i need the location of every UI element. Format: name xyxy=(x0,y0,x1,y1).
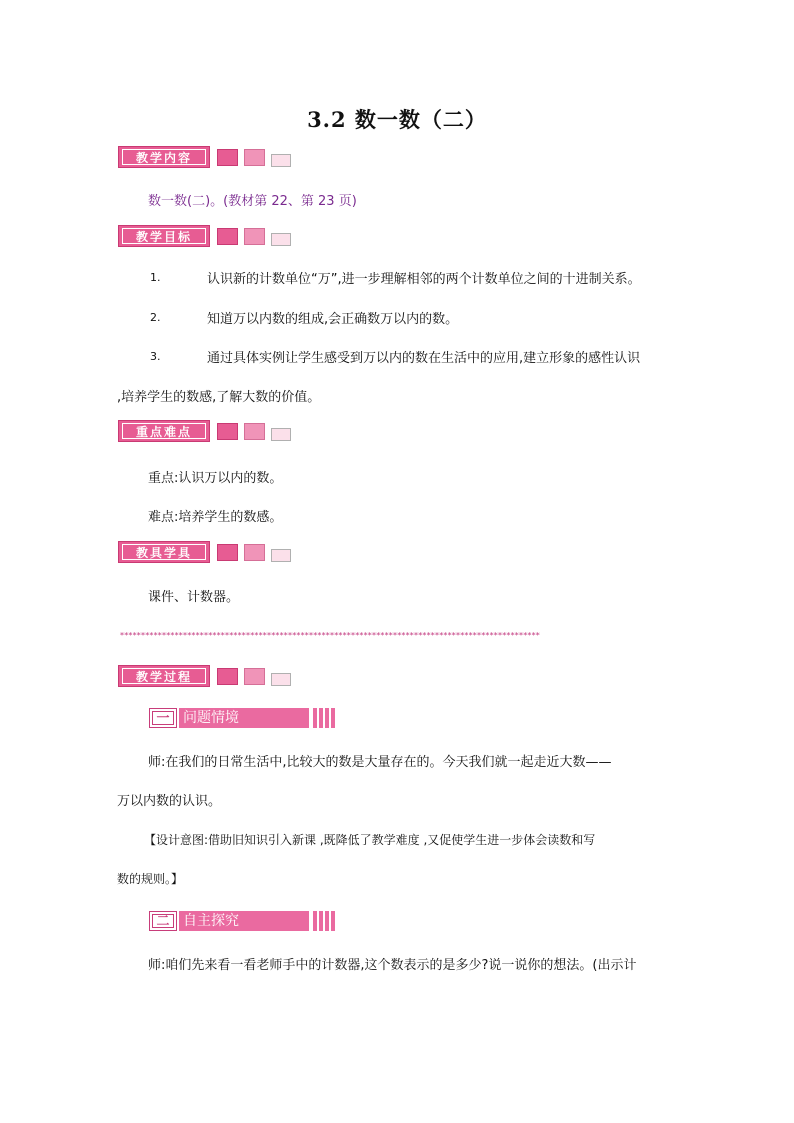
decor-square xyxy=(217,544,238,561)
content-text: 数一数(二)。(教材第 22、第 23 页) xyxy=(148,194,357,209)
design-intent: 【设计意图:借助旧知识引入新课 ,既降低了教学难度 ,又促使学生进一步体会读数和写 xyxy=(144,833,596,847)
section-label: 教具学具 xyxy=(122,544,206,560)
section-label: 教学内容 xyxy=(122,149,206,165)
step-title: 自主探究 xyxy=(183,913,239,929)
goal-continuation: ,培养学生的数感,了解大数的价值。 xyxy=(117,390,321,405)
decor-square xyxy=(271,673,291,686)
decor-tick xyxy=(325,911,329,931)
decor-square xyxy=(244,423,265,440)
decor-tick xyxy=(313,911,317,931)
section-label: 教学目标 xyxy=(122,228,206,244)
key-point: 重点:认识万以内的数。 xyxy=(148,471,283,486)
section-label: 重点难点 xyxy=(122,423,206,439)
decor-square xyxy=(244,544,265,561)
decor-tick xyxy=(331,708,335,728)
goal-number: 1. xyxy=(150,271,161,284)
decor-tick xyxy=(319,911,323,931)
goal-number: 2. xyxy=(150,311,161,324)
star-divider: **************************************************************************************************** xyxy=(120,631,540,640)
goal-text: 通过具体实例让学生感受到万以内的数在生活中的应用,建立形象的感性认识 xyxy=(207,351,641,366)
step1-paragraph: 师:在我们的日常生活中,比较大的数是大量存在的。今天我们就一起走近大数—— xyxy=(148,755,612,770)
decor-tick xyxy=(313,708,317,728)
decor-square xyxy=(217,423,238,440)
decor-square xyxy=(217,228,238,245)
decor-square xyxy=(217,668,238,685)
decor-square xyxy=(244,668,265,685)
goal-text: 认识新的计数单位“万”,进一步理解相邻的两个计数单位之间的十进制关系。 xyxy=(207,272,641,287)
tools-text: 课件、计数器。 xyxy=(148,590,240,605)
decor-square xyxy=(244,149,265,166)
decor-square xyxy=(217,149,238,166)
decor-square xyxy=(271,428,291,441)
difficult-point: 难点:培养学生的数感。 xyxy=(148,510,283,525)
decor-square xyxy=(244,228,265,245)
goal-text: 知道万以内数的组成,会正确数万以内的数。 xyxy=(207,312,459,327)
step2-paragraph: 师:咱们先来看一看老师手中的计数器,这个数表示的是多少?说一说你的想法。(出示计 xyxy=(148,958,637,973)
decor-square xyxy=(271,549,291,562)
decor-tick xyxy=(331,911,335,931)
goal-number: 3. xyxy=(150,350,161,363)
section-label: 教学过程 xyxy=(122,668,206,684)
decor-tick xyxy=(325,708,329,728)
design-intent-cont: 数的规则。】 xyxy=(117,872,184,886)
step-number: 一 xyxy=(152,711,174,725)
page-title: 3.2 数一数（二） xyxy=(307,107,487,132)
decor-square xyxy=(271,233,291,246)
step-title: 问题情境 xyxy=(183,710,239,726)
decor-tick xyxy=(319,708,323,728)
step1-paragraph-cont: 万以内数的认识。 xyxy=(117,794,222,809)
step-number: 二 xyxy=(152,914,174,928)
decor-square xyxy=(271,154,291,167)
